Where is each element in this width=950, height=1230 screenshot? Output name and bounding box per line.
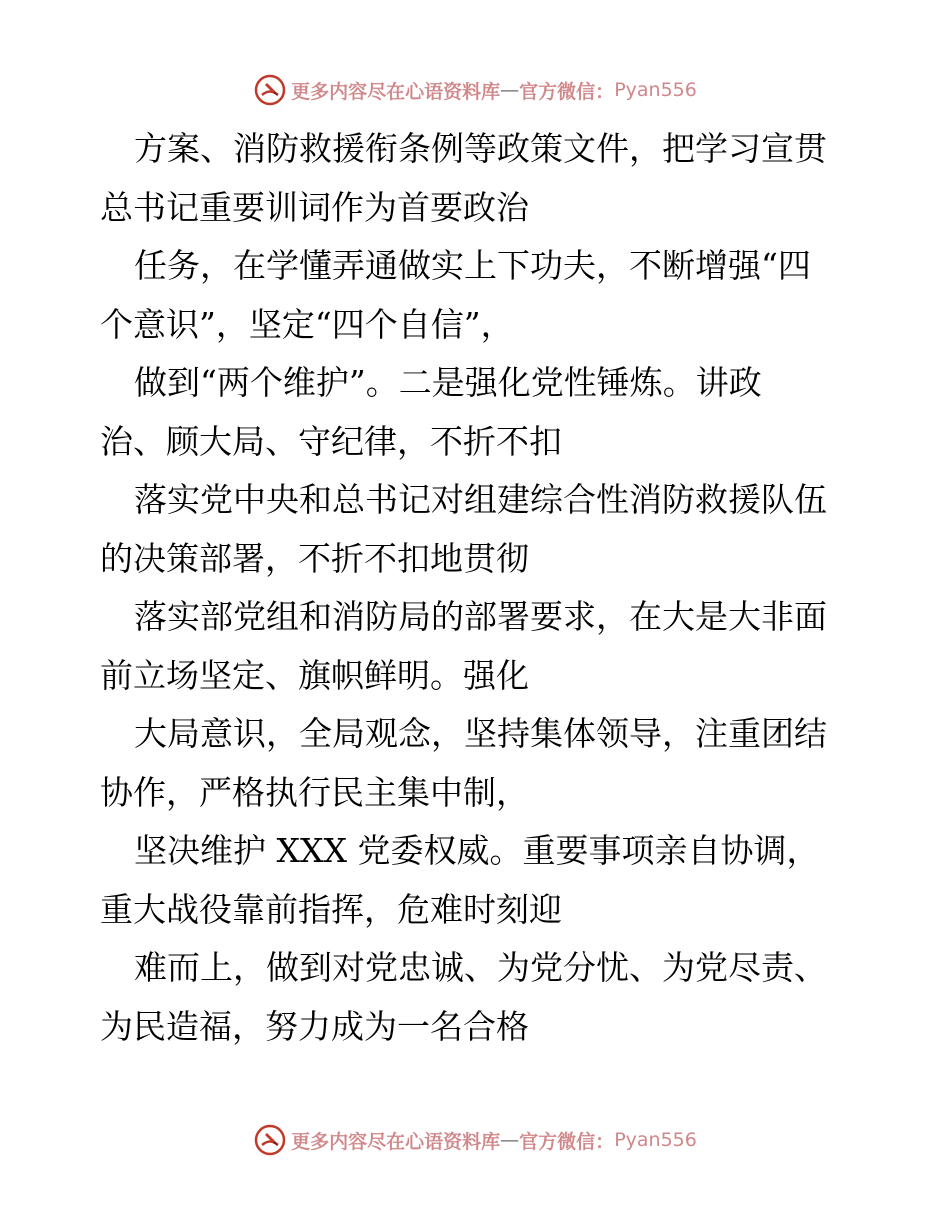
footer-contact-label: 官方微信： — [519, 1130, 615, 1153]
footer-contact-value: Pyan556 — [614, 1129, 697, 1151]
header-contact-value: Pyan556 — [614, 79, 697, 101]
footer-separator: — — [500, 1129, 520, 1151]
text-line: 落实党中央和总书记对组建综合性消防救援队伍 — [134, 480, 827, 519]
text-line: 总书记重要训词作为首要政治 — [100, 187, 529, 227]
footer-banner — [0, 1122, 950, 1158]
book-pen-logo-icon — [253, 73, 287, 107]
text-line: 难而上，做到对党忠诚、为党分忧、为党尽责、 — [134, 948, 827, 987]
text-line: 前立场坚定、旗帜鲜明。强化 — [100, 655, 529, 695]
header-banner — [0, 72, 950, 108]
book-pen-logo-icon — [253, 1123, 287, 1157]
footer-brand-text: 更多内容尽在心语资料库 — [291, 1130, 501, 1153]
text-line: 坚决维护 XXX 党委权威。重要事项亲自协调， — [134, 831, 820, 870]
text-line: 大局意识，全局观念，坚持集体领导，注重团结 — [134, 714, 827, 753]
text-line: 做到“两个维护”。二是强化党性锤炼。讲政 — [134, 363, 762, 402]
text-line: 任务，在学懂弄通做实上下功夫，不断增强“四 — [134, 246, 811, 285]
header-brand-text: 更多内容尽在心语资料库 — [291, 80, 501, 103]
text-line: 为民造福，努力成为一名合格 — [100, 1006, 529, 1046]
header-contact-label: 官方微信： — [519, 80, 615, 103]
header-separator: — — [500, 79, 520, 101]
text-line: 个意识”，坚定“四个自信”， — [100, 304, 514, 344]
text-line: 协作，严格执行民主集中制， — [100, 772, 529, 812]
text-line: 落实部党组和消防局的部署要求，在大是大非面 — [134, 597, 827, 636]
document-body — [100, 120, 860, 1056]
text-line: 的决策部署，不折不扣地贯彻 — [100, 538, 529, 578]
text-line: 重大战役靠前指挥，危难时刻迎 — [100, 889, 562, 929]
text-line: 治、顾大局、守纪律，不折不扣 — [100, 421, 562, 461]
text-line: 方案、消防救援衔条例等政策文件，把学习宣贯 — [134, 129, 827, 168]
